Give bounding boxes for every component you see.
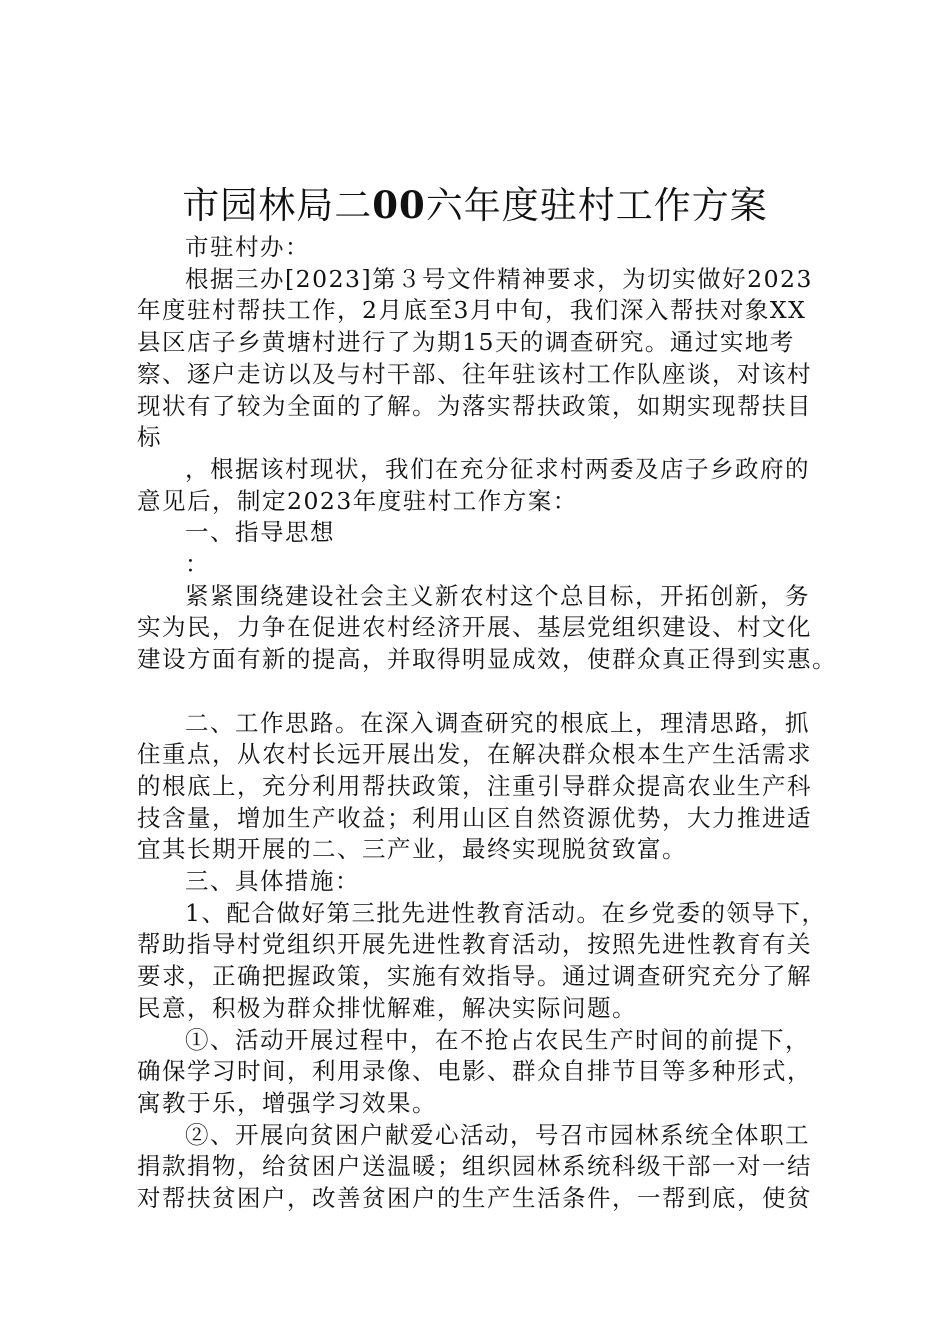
paragraph-line: 寓教于乐，增强学习效果。 bbox=[137, 1088, 437, 1117]
paragraph-line: 住重点，从农村长远开展出发，在解决群众根本生产生活需求 bbox=[137, 740, 812, 769]
paragraph-line: 现状有了较为全面的了解。为落实帮扶政策，如期实现帮扶目 bbox=[137, 391, 812, 420]
paragraph-line: 确保学习时间，利用录像、电影、群众自排节目等多种形式， bbox=[137, 1057, 812, 1086]
title-number: 00 bbox=[372, 183, 426, 227]
paragraph-gap bbox=[137, 676, 837, 708]
paragraph-line: 1、配合做好第三批先进性教育活动。在乡党委的领导下， bbox=[185, 898, 827, 927]
paragraph-line: 帮助指导村党组织开展先进性教育活动，按照先进性教育有关 bbox=[137, 930, 812, 959]
paragraph-line: 的根底上，充分利用帮扶政策，注重引导群众提高农业生产科 bbox=[137, 771, 812, 800]
paragraph-line: 实为民，力争在促进农村经济开展、基层党组织建设、村文化 bbox=[137, 613, 812, 642]
paragraph-line: 察、逐户走访以及与村干部、往年驻该村工作队座谈，对该村 bbox=[137, 359, 812, 388]
paragraph-line: 要求，正确把握政策，实施有效指导。通过调查研究充分了解 bbox=[137, 962, 812, 991]
paragraph-line: ②、开展向贫困户献爱心活动，号召市园林系统全体职工 bbox=[185, 1120, 810, 1149]
paragraph-line: 对帮扶贫困户，改善贫困户的生产生活条件，一帮到底，使贫 bbox=[137, 1184, 812, 1213]
paragraph-line: ①、活动开展过程中，在不抢占农民生产时间的前提下， bbox=[185, 1025, 810, 1054]
paragraph-line: 根据三办[2023]第３号文件精神要求，为切实做好2023 bbox=[185, 264, 813, 293]
paragraph-line: 县区店子乡黄塘村进行了为期15天的调查研究。通过实地考 bbox=[137, 328, 795, 357]
paragraph-line: 捐款捐物，给贫困户送温暖；组织园林系统科级干部一对一结 bbox=[137, 1152, 812, 1181]
paragraph-line: 标 bbox=[137, 423, 162, 452]
section-heading: 三、具体措施： bbox=[185, 867, 360, 896]
document-title bbox=[0, 180, 950, 231]
section-heading: 一、指导思想 bbox=[185, 518, 335, 547]
salutation-line: 市驻村办： bbox=[185, 233, 310, 261]
paragraph-line: ，根据该村现状，我们在充分征求村两委及店子乡政府的 bbox=[185, 454, 810, 483]
title-text-part-2: 六年度驻村工作方案 bbox=[425, 184, 768, 227]
paragraph-line: 紧紧围绕建设社会主义新农村这个总目标，开拓创新，务 bbox=[185, 581, 810, 610]
paragraph-line: 意见后，制定2023年度驻村工作方案： bbox=[137, 486, 578, 515]
paragraph-line: 年度驻村帮扶工作，2月底至3月中旬，我们深入帮扶对象XX bbox=[137, 296, 807, 325]
title-text-part-1: 市园林局二 bbox=[182, 184, 373, 227]
paragraph-line: 技含量，增加生产收益；利用山区自然资源优势，大力推进适 bbox=[137, 803, 812, 832]
document-body bbox=[137, 232, 837, 1215]
paragraph-line: 建设方面有新的提高，并取得明显成效，使群众真正得到实惠。 bbox=[137, 645, 837, 674]
paragraph-line: 民意，积极为群众排忧解难，解决实际问题。 bbox=[137, 993, 637, 1022]
paragraph-line: ： bbox=[185, 550, 210, 579]
section-heading: 二、工作思路。在深入调查研究的根底上，理清思路，抓 bbox=[185, 708, 810, 737]
paragraph-line: 宜其长期开展的二、三产业，最终实现脱贫致富。 bbox=[137, 835, 687, 864]
